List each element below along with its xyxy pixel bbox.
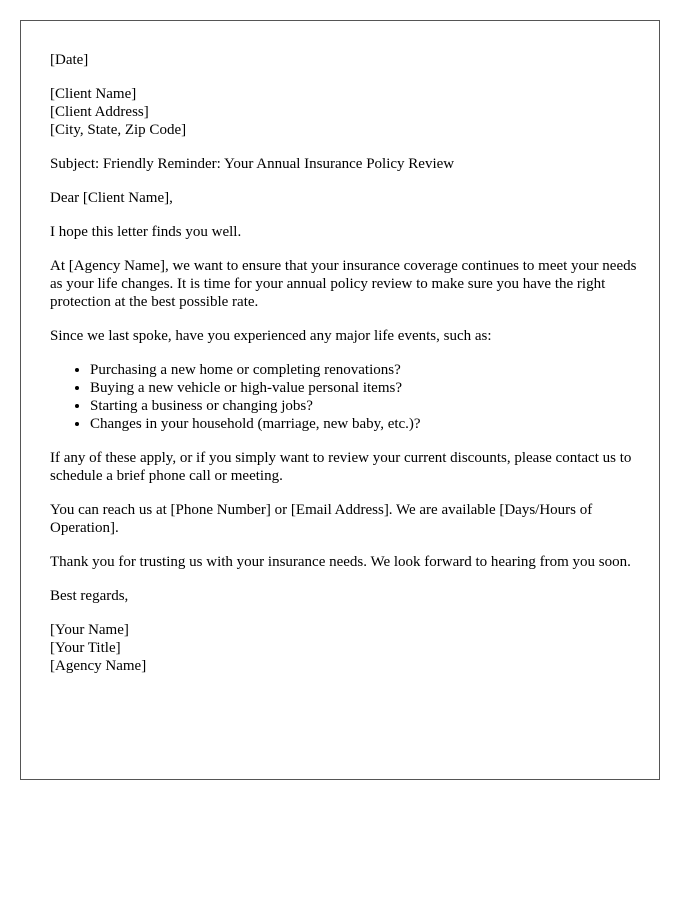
salutation: Dear [Client Name], [50,190,173,206]
opening-paragraph: I hope this letter finds you well. [50,224,242,240]
signature-block [50,621,638,675]
thanks-paragraph: Thank you for trusting us with your insurance needs. We look forward to hearing from you soon. [50,554,631,570]
recipient-city-state-zip: [City, State, Zip Code] [50,122,187,138]
recipient-name: [Client Name] [50,86,137,102]
subject-line: Subject: Friendly Reminder: Your Annual Insurance Policy Review [50,156,455,172]
letter-date: [Date] [50,52,89,68]
recipient-address-block [50,85,638,139]
intro-paragraph: At [Agency Name], we want to ensure that your insurance coverage continues to meet your needs as your life changes. It is time for your annual policy review to make sure you have the right protection at the best possible rate. [50,258,637,310]
list-item: • Buying a new vehicle or high-value personal items? [90,379,638,397]
signature-title: [Your Title] [50,640,121,656]
list-item: • Starting a business or changing jobs? [90,397,638,415]
signature-agency: [Agency Name] [50,658,147,674]
closing: Best regards, [50,588,129,604]
call-to-action-paragraph: If any of these apply, or if you simply want to review your current discounts, please contact us to schedule a brief phone call or meeting. [50,450,632,484]
list-item: • Purchasing a new home or completing renovations? [90,361,638,379]
life-events-lead: Since we last spoke, have you experienced any major life events, such as: [50,328,492,344]
signature-name: [Your Name] [50,622,129,638]
contact-paragraph: You can reach us at [Phone Number] or [Email Address]. We are available [Days/Hours of Operation]. [50,502,593,536]
recipient-address: [Client Address] [50,104,149,120]
list-item: • Changes in your household (marriage, new baby, etc.)? [90,415,638,433]
letter-page [20,20,660,780]
letter-body [50,51,638,691]
life-events-list [50,361,638,433]
